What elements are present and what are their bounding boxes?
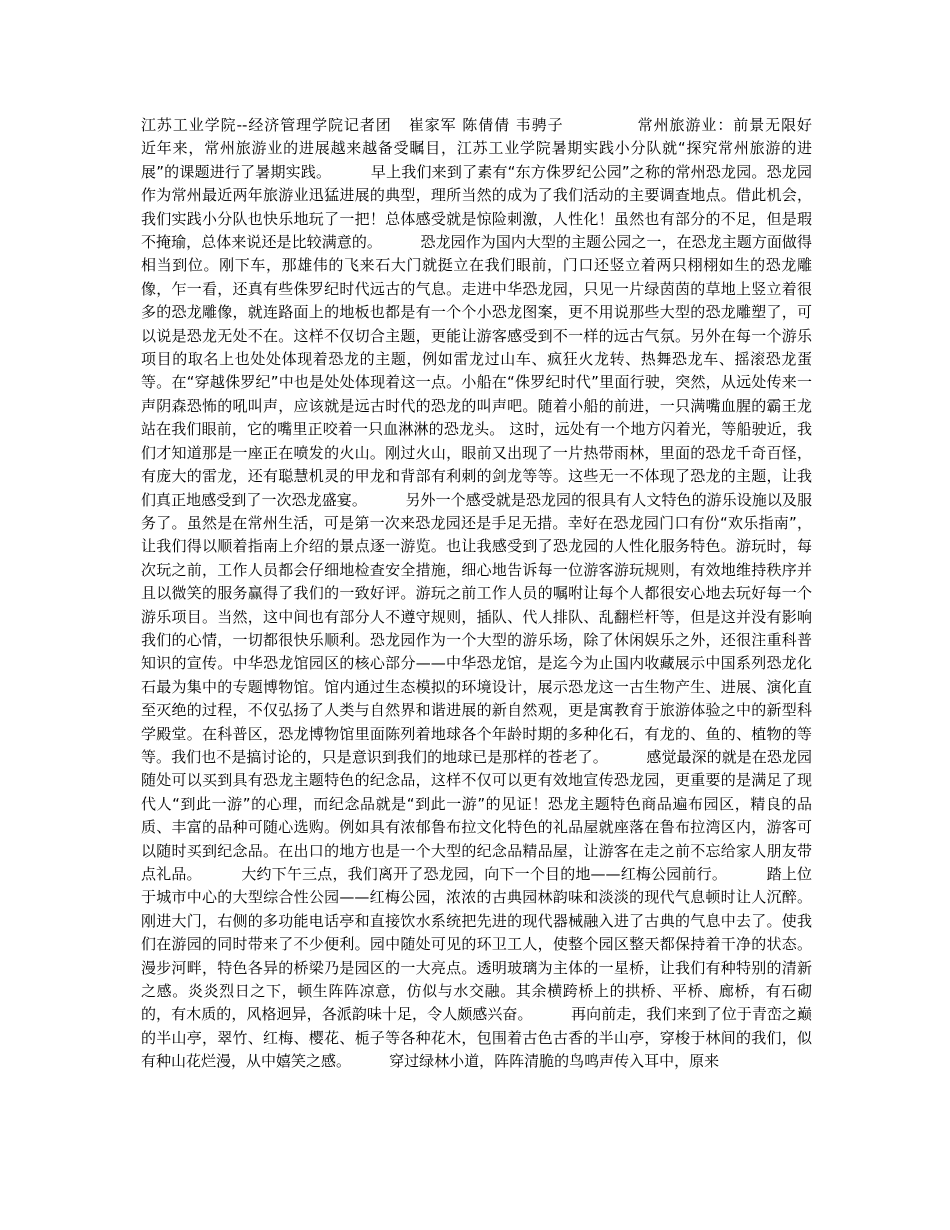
document-body-text: 江苏工业学院--经济管理学院记者团 崔家军 陈倩倩 韦骋子 常州旅游业：前景无限好 近年来，常州旅游业的进展越来越备受瞩目，江苏工业学院暑期实践小分队就“探究常州旅游的进展”的课题进行了暑期实践。 早上我们来到了素有“东方侏罗纪公园”之称的常州恐龙园。恐龙园作为常州最近两年旅游业迅猛进展的典型，理所当然的成为了我们活动的主要调查地点。借此机会，我们实践小分队也快乐地玩了一把！总体感受就是惊险刺激，人性化！虽然也有部分的不足，但是瑕不掩瑜，总体来说还是比较满意的。 恐龙园作为国内大型的主题公园之一，在恐龙主题方面做得相当到位。刚下车，那雄伟的飞来石大门就挺立在我们眼前，门口还竖立着两只栩栩如生的恐龙雕像，乍一看，还真有些侏罗纪时代远古的气息。走进中华恐龙园，只见一片绿茵茵的草地上竖立着很多的恐龙雕像，就连路面上的地板也都是有一个个小恐龙图案，更不用说那些大型的恐龙雕塑了，可以说是恐龙无处不在。这样不仅切合主题，更能让游客感受到不一样的远古气氛。另外在每一个游乐项目的取名上也处处体现着恐龙的主题，例如雷龙过山车、疯狂火龙转、热舞恐龙车、摇滚恐龙蛋等。在“穿越侏罗纪”中也是处处体现着这一点。小船在“侏罗纪时代”里面行驶，突然，从远处传来一声阴森恐怖的吼叫声，应该就是远古时代的恐龙的叫声吧。随着小船的前进，一只满嘴血腥的霸王龙站在我们眼前，它的嘴里正咬着一只血淋淋的恐龙头。 这时，远处有一个地方闪着光，等船驶近，我们才知道那是一座正在喷发的火山。刚过火山，眼前又出现了一片热带雨林，里面的恐龙千奇百怪，有庞大的雷龙，还有聪慧机灵的甲龙和背部有利刺的剑龙等等。这些无一不体现了恐龙的主题，让我们真正地感受到了一次恐龙盛宴。 另外一个感受就是恐龙园的很具有人文特色的游乐设施以及服务了。虽然是在常州生活，可是第一次来恐龙园还是手足无措。幸好在恐龙园门口有份“欢乐指南”，让我们得以顺着指南上介绍的景点逐一游览。也让我感受到了恐龙园的人性化服务特色。游玩时，每次玩之前，工作人员都会仔细地检查安全措施，细心地告诉每一位游客游玩规则，有效地维持秩序并且以微笑的服务赢得了我们的一致好评。游玩之前工作人员的嘱咐让每个人都很安心地去玩好每一个游乐项目。当然，这中间也有部分人不遵守规则，插队、代人排队、乱翻栏杆等，但是这并没有影响我们的心情，一切都很快乐顺利。恐龙园作为一个大型的游乐场，除了休闲娱乐之外，还很注重科普知识的宣传。中华恐龙馆园区的核心部分——中华恐龙馆，是迄今为止国内收藏展示中国系列恐龙化石最为集中的专题博物馆。馆内通过生态模拟的环境设计，展示恐龙这一古生物产生、进展、演化直至灭绝的过程，不仅弘扬了人类与自然界和谐进展的新自然观，更是寓教育于旅游体验之中的新型科学殿堂。在科普区，恐龙博物馆里面陈列着地球各个年龄时期的多种化石，有龙的、鱼的、植物的等等。我们也不是搞讨论的，只是意识到我们的地球已是那样的苍老了。 感觉最深的就是在恐龙园随处可以买到具有恐龙主题特色的纪念品，这样不仅可以更有效地宣传恐龙园，更重要的是满足了现代人“到此一游”的心理，而纪念品就是“到此一游”的见证！恐龙主题特色商品遍布园区，精良的品质、丰富的品种可随心选购。例如具有浓郁鲁布拉文化特色的礼品屋就座落在鲁布拉湾区内，游客可以随时买到纪念品。在出口的地方也是一个大型的纪念品精品屋，让游客在走之前不忘给家人朋友带点礼品。 大约下午三点，我们离开了恐龙园，向下一个目的地——红梅公园前行。 踏上位于城市中心的大型综合性公园——红梅公园，浓浓的古典园林韵味和淡淡的现代气息顿时让人沉醉。 刚进大门，右侧的多功能电话亭和直接饮水系统把先进的现代器械融入进了古典的气息中去了。使我们在游园的同时带来了不少便利。园中随处可见的环卫工人，使整个园区整天都保持着干净的状态。 漫步河畔，特色各异的桥梁乃是园区的一大亮点。透明玻璃为主体的一星桥，让我们有种特别的清新之感。炎炎烈日之下，顿生阵阵凉意，仿似与水交融。其余横跨桥上的拱桥、平桥、廊桥，有石砌的，有木质的，风格迥异，各派韵味十足，令人颇感兴奋。 再向前走，我们来到了位于青峦之巅的半山亭，翠竹、红梅、樱花、栀子等各种花木，包围着古色古香的半山亭，穿梭于林间的我们，似有种山花烂漫，从中嬉笑之感。 穿过绿林小道，阵阵清脆的鸟鸣声传入耳中，原来	[141, 116, 851, 1071]
